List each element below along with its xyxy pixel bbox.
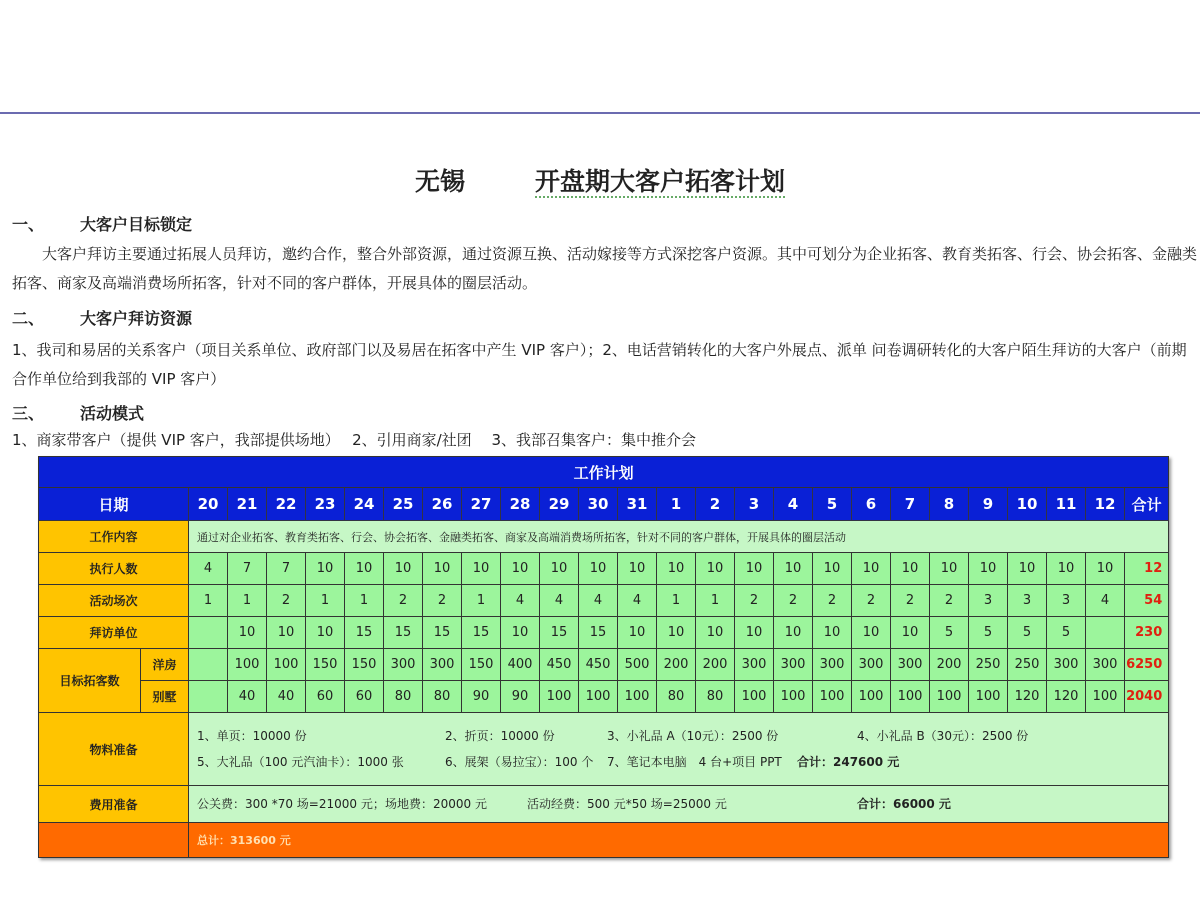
table-cell: 250 [969,649,1008,681]
table-cell: 10 [306,553,345,585]
table-cell: 300 [735,649,774,681]
table-cell: 300 [1047,649,1086,681]
material-item: 活动经费：500 元*50 场=25000 元 [527,797,727,811]
row-label: 活动场次 [39,585,189,617]
date-header: 1 [657,488,696,521]
table-cell: 400 [501,649,540,681]
table-cell: 10 [579,553,618,585]
table-cell: 1 [696,585,735,617]
table-cell: 100 [618,681,657,713]
table-cell: 10 [696,617,735,649]
section-title: 大客户拜访资源 [80,309,193,328]
target-row [39,681,1169,713]
table-cell: 100 [735,681,774,713]
row-label: 拜访单位 [39,617,189,649]
date-header: 12 [1086,488,1125,521]
title-right: 开盘期大客户拓客计划 [535,167,786,196]
table-cell: 300 [774,649,813,681]
row-label: 执行人数 [39,553,189,585]
table-cell: 250 [1008,649,1047,681]
date-header: 28 [501,488,540,521]
table-row [39,617,1169,649]
section-3-text: 1、商家带客户（提供 VIP 客户，我部提供场地） 2、引用商家/社团 3、我部召集客户：集中推介会 [12,431,696,449]
table-cell: 4 [189,553,228,585]
table-cell: 10 [852,617,891,649]
table-cell: 10 [930,553,969,585]
table-cell: 100 [540,681,579,713]
table-cell: 500 [618,649,657,681]
date-header: 20 [189,488,228,521]
date-header: 8 [930,488,969,521]
date-header: 26 [423,488,462,521]
table-cell: 10 [969,553,1008,585]
table-cell: 10 [306,617,345,649]
table-cell [189,649,228,681]
table-row [39,585,1169,617]
section-title: 大客户目标锁定 [80,215,193,234]
row-label: 费用准备 [39,786,189,823]
table-cell: 100 [891,681,930,713]
table-cell: 1 [189,585,228,617]
grand-total: 总计：313600 元 [189,823,1169,858]
material-item: 合计：66000 元 [857,797,951,811]
table-cell: 10 [267,617,306,649]
date-label: 日期 [39,488,189,521]
table-cell: 450 [540,649,579,681]
table-cell: 15 [462,617,501,649]
table-cell: 4 [540,585,579,617]
target-sublabel: 洋房 [141,649,189,681]
table-cell: 3 [1008,585,1047,617]
table-cell: 2 [813,585,852,617]
materials-row [39,713,1169,786]
table-cell: 300 [384,649,423,681]
table-cell: 450 [579,649,618,681]
table-cell [1086,617,1125,649]
table-cell: 150 [462,649,501,681]
table-cell: 1 [657,585,696,617]
material-item: 2、折页：10000 份 [445,729,555,743]
table-cell: 2 [423,585,462,617]
table-cell: 100 [1086,681,1125,713]
table-cell: 10 [774,553,813,585]
target-row [39,649,1169,681]
table-cell: 90 [501,681,540,713]
table-cell: 2 [891,585,930,617]
table-cell: 100 [969,681,1008,713]
material-item: 1、单页：10000 份 [197,729,307,743]
table-cell: 10 [696,553,735,585]
title-left: 无锡 [414,167,465,196]
table-cell: 120 [1047,681,1086,713]
table-cell: 80 [384,681,423,713]
table-cell: 1 [345,585,384,617]
table-cell: 5 [1047,617,1086,649]
material-item: 3、小礼品 A（10元）：2500 份 [607,729,779,743]
table-cell: 150 [345,649,384,681]
table-row [39,553,1169,585]
table-cell: 10 [501,553,540,585]
table-cell: 15 [579,617,618,649]
materials-cell [189,713,1169,786]
table-cell: 100 [930,681,969,713]
table-cell: 10 [774,617,813,649]
table-cell: 7 [267,553,306,585]
grand-total-row [39,823,1169,858]
date-header: 31 [618,488,657,521]
table-cell: 1 [228,585,267,617]
table-cell: 80 [423,681,462,713]
row-total: 230 [1125,617,1169,649]
section-3-heading [12,401,144,424]
table-cell: 10 [618,553,657,585]
table-cell: 100 [228,649,267,681]
table-cell: 10 [345,553,384,585]
table-cell: 2 [384,585,423,617]
table-cell: 80 [657,681,696,713]
table-cell: 15 [423,617,462,649]
table-cell: 2 [267,585,306,617]
total-header: 合计 [1125,488,1169,521]
table-cell: 10 [813,553,852,585]
table-cell: 40 [267,681,306,713]
material-item: 场地费：20000 元 [385,797,487,811]
table-cell: 10 [735,553,774,585]
table-title: 工作计划 [39,457,1169,488]
table-cell: 5 [969,617,1008,649]
date-header: 2 [696,488,735,521]
table-cell: 100 [267,649,306,681]
row-total: 6250 [1125,649,1169,681]
table-cell: 15 [345,617,384,649]
table-cell: 300 [891,649,930,681]
row-total: 54 [1125,585,1169,617]
date-header: 21 [228,488,267,521]
section-1-text: 大客户拜访主要通过拓展人员拜访，邀约合作，整合外部资源，通过资源互换、活动嫁接等方式深挖客户资源。其中可划分为企业拓客、教育类拓客、行会、协会拓客、金融类拓客、商家及高端消费场所拓客，针对不同的客户群体，开展具体的圈层活动。 [12,245,1198,292]
table-cell: 7 [228,553,267,585]
document-title [0,162,1200,198]
table-cell: 10 [657,553,696,585]
material-item: 合计：247600 元 [797,755,900,769]
row-total: 12 [1125,553,1169,585]
date-header: 27 [462,488,501,521]
table-cell: 4 [618,585,657,617]
date-header: 10 [1008,488,1047,521]
table-cell: 2 [735,585,774,617]
date-header: 23 [306,488,345,521]
table-cell: 10 [540,553,579,585]
table-cell: 10 [618,617,657,649]
table-cell: 3 [969,585,1008,617]
table-cell: 120 [1008,681,1047,713]
cost-row [39,786,1169,823]
table-cell: 10 [1008,553,1047,585]
table-cell [189,681,228,713]
table-cell: 15 [540,617,579,649]
section-2-heading [12,306,192,329]
table-cell: 200 [930,649,969,681]
date-header: 22 [267,488,306,521]
table-cell: 100 [579,681,618,713]
date-header: 24 [345,488,384,521]
table-cell: 10 [891,617,930,649]
table-cell: 5 [1008,617,1047,649]
table-cell: 5 [930,617,969,649]
table-cell: 300 [423,649,462,681]
table-cell: 4 [579,585,618,617]
table-cell: 2 [930,585,969,617]
table-cell: 100 [774,681,813,713]
table-cell: 1 [462,585,501,617]
table-cell: 100 [813,681,852,713]
table-cell: 200 [696,649,735,681]
table-cell: 4 [501,585,540,617]
date-header: 7 [891,488,930,521]
date-header: 4 [774,488,813,521]
section-title: 活动模式 [80,404,145,423]
date-header: 5 [813,488,852,521]
date-header: 3 [735,488,774,521]
date-header: 11 [1047,488,1086,521]
table-cell: 300 [1086,649,1125,681]
material-item: 5、大礼品（100 元汽油卡）：1000 张 [197,755,404,769]
table-cell: 40 [228,681,267,713]
section-1-heading [12,212,192,235]
top-divider-line [0,112,1200,114]
section-number: 一、 [12,215,45,234]
row-label: 物料准备 [39,713,189,786]
date-header: 6 [852,488,891,521]
row-label: 工作内容 [39,521,189,553]
table-cell: 10 [423,553,462,585]
target-label: 目标拓客数 [39,649,141,713]
table-cell: 200 [657,649,696,681]
table-cell: 60 [345,681,384,713]
section-2-text: 1、我司和易居的关系客户（项目关系单位、政府部门以及易居在拓客中产生 VIP 客户）；2、电话营销转化的大客户外展点、派单 问卷调研转化的大客户陌生拜访的大客户（前期合作单位给到我部的 VIP 客户） [12,341,1187,388]
section-number: 二、 [12,309,45,328]
work-plan-table [38,456,1169,858]
cost-cell [189,786,1169,823]
table-cell: 10 [735,617,774,649]
table-cell: 10 [657,617,696,649]
target-sublabel: 别墅 [141,681,189,713]
table-cell: 3 [1047,585,1086,617]
table-cell: 10 [813,617,852,649]
empty-cell [39,823,189,858]
table-cell: 10 [228,617,267,649]
table-cell: 2 [852,585,891,617]
table-cell: 10 [384,553,423,585]
table-cell: 100 [852,681,891,713]
table-cell: 1 [306,585,345,617]
table-cell: 10 [1047,553,1086,585]
table-cell: 60 [306,681,345,713]
date-header: 30 [579,488,618,521]
row-total: 2040 [1125,681,1169,713]
table-cell: 150 [306,649,345,681]
date-header: 9 [969,488,1008,521]
table-cell: 10 [891,553,930,585]
material-item: 7、笔记本电脑 4 台+项目 PPT [607,755,782,769]
table-cell: 10 [852,553,891,585]
header-row [39,488,1169,521]
table-cell: 300 [852,649,891,681]
table-cell: 10 [1086,553,1125,585]
work-content-text: 通过对企业拓客、教育类拓客、行会、协会拓客、金融类拓客、商家及高端消费场所拓客，针对不同的客户群体，开展具体的圈层活动 [189,521,1169,553]
table-cell: 300 [813,649,852,681]
material-item: 6、展架（易拉宝）：100 个 [445,755,594,769]
table-cell: 80 [696,681,735,713]
date-header: 29 [540,488,579,521]
date-header: 25 [384,488,423,521]
section-number: 三、 [12,404,45,423]
table-cell [189,617,228,649]
table-cell: 15 [384,617,423,649]
table-cell: 10 [501,617,540,649]
work-content-row [39,521,1169,553]
material-item: 公关费：300 *70 场=21000 元； [197,797,385,811]
table-cell: 4 [1086,585,1125,617]
table-cell: 90 [462,681,501,713]
material-item: 4、小礼品 B（30元）：2500 份 [857,729,1029,743]
table-cell: 2 [774,585,813,617]
table-cell: 10 [462,553,501,585]
